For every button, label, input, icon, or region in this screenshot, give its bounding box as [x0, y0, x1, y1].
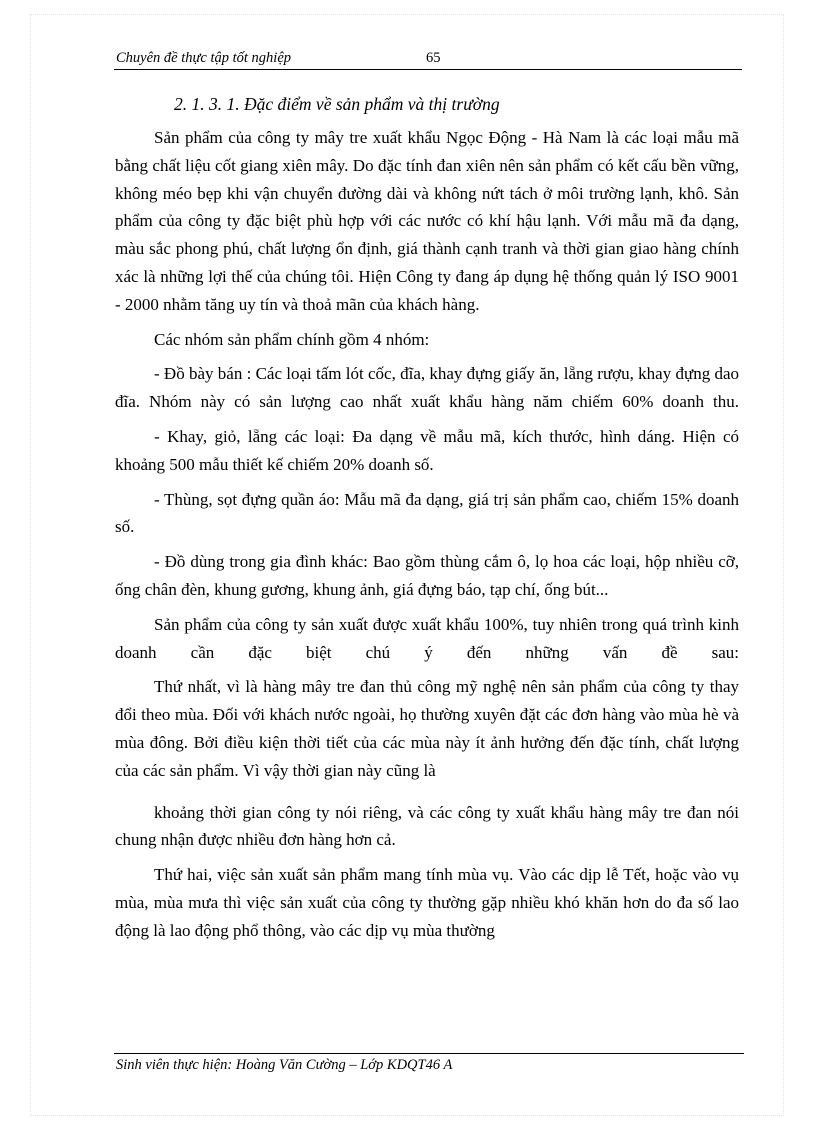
list-item-household: - Đồ dùng trong gia đình khác: Bao gồm thùng cắm ô, lọ hoa các loại, hộp nhiều cỡ, ống chân đèn, khung gương, khung ảnh, giá đựng báo, tạp chí, ống bút...: [115, 552, 739, 599]
paragraph-export: Sản phẩm của công ty sản xuất được xuất khẩu 100%, tuy nhiên trong quá trình kinh doanh cần đặc biệt chú ý đến những vấn đề sau:: [115, 614, 739, 662]
paragraph-second-point: Thứ hai, việc sản xuất sản phẩm mang tính mùa vụ. Vào các dịp lễ Tết, hoặc vào vụ mùa, mùa mưa thì việc sản xuất của công ty thường gặp nhiều khó khăn hơn do đa số lao động là lao động phổ thông, vào các dịp vụ mùa thường: [115, 865, 739, 940]
paragraph-first-point-cont: khoảng thời gian công ty nói riêng, và các công ty xuất khẩu hàng mây tre đan nói chung nhận được nhiều đơn hàng hơn cả.: [115, 802, 739, 850]
list-item-boxes: - Thùng, sọt đựng quần áo: Mẫu mã đa dạng, giá trị sản phẩm cao, chiếm 15% doanh số.: [115, 489, 739, 537]
list-item-trays: - Khay, giỏ, lẵng các loại: Đa dạng về mẫu mã, kích thước, hình dáng. Hiện có khoảng 500 mẫu thiết kế chiếm 20% doanh số.: [115, 426, 739, 474]
page-header: [114, 48, 742, 70]
paragraph-intro: Sản phẩm của công ty mây tre xuất khẩu Ngọc Động - Hà Nam là các loại mẫu mã bằng chất liệu cốt giang xiên mây. Do đặc tính đan xiên nên sản phẩm có kết cấu bền vững, không méo bẹp khi vận chuyển đường dài và không nứt tách ở môi trường lạnh, khô. Sản phẩm của công ty đặc biệt phù hợp với các nước có khí hậu lạnh. Với mẫu mã đa dạng, màu sắc phong phú, chất lượng ổn định, giá thành cạnh tranh và thời gian giao hàng chính xác là những lợi thế của chúng tôi. Hiện Công ty đang áp dụng hệ thống quản lý ISO 9001 - 2000 nhằm tăng uy tín và thoả mãn của khách hàng.: [115, 128, 739, 314]
page-number: 65: [426, 50, 441, 66]
document-body: [115, 90, 739, 952]
section-heading: 2. 1. 3. 1. Đặc điểm về sản phẩm và thị trường: [174, 94, 500, 114]
header-title: Chuyên đề thực tập tốt nghiệp: [116, 50, 292, 66]
list-item-display: - Đồ bày bán : Các loại tấm lót cốc, đĩa, khay đựng giấy ăn, lẵng rượu, khay đựng dao đĩa. Nhóm này có sản lượng cao nhất xuất khẩu hàng năm chiếm 60% doanh thu.: [115, 364, 739, 412]
page-footer: Sinh viên thực hiện: Hoàng Văn Cường – Lớp KDQT46 A: [114, 1053, 744, 1074]
paragraph-first-point: Thứ nhất, vì là hàng mây tre đan thủ công mỹ nghệ nên sản phẩm của công ty thay đổi theo mùa. Đối với khách nước ngoài, họ thường xuyên đặt các đơn hàng vào mùa hè và mùa đông. Bởi điều kiện thời tiết của các mùa này ít ảnh hưởng đến đặc tính, chất lượng của các sản phẩm. Vì vậy thời gian này cũng là: [115, 677, 739, 780]
paragraph-groups: Các nhóm sản phẩm chính gồm 4 nhóm:: [154, 329, 430, 349]
